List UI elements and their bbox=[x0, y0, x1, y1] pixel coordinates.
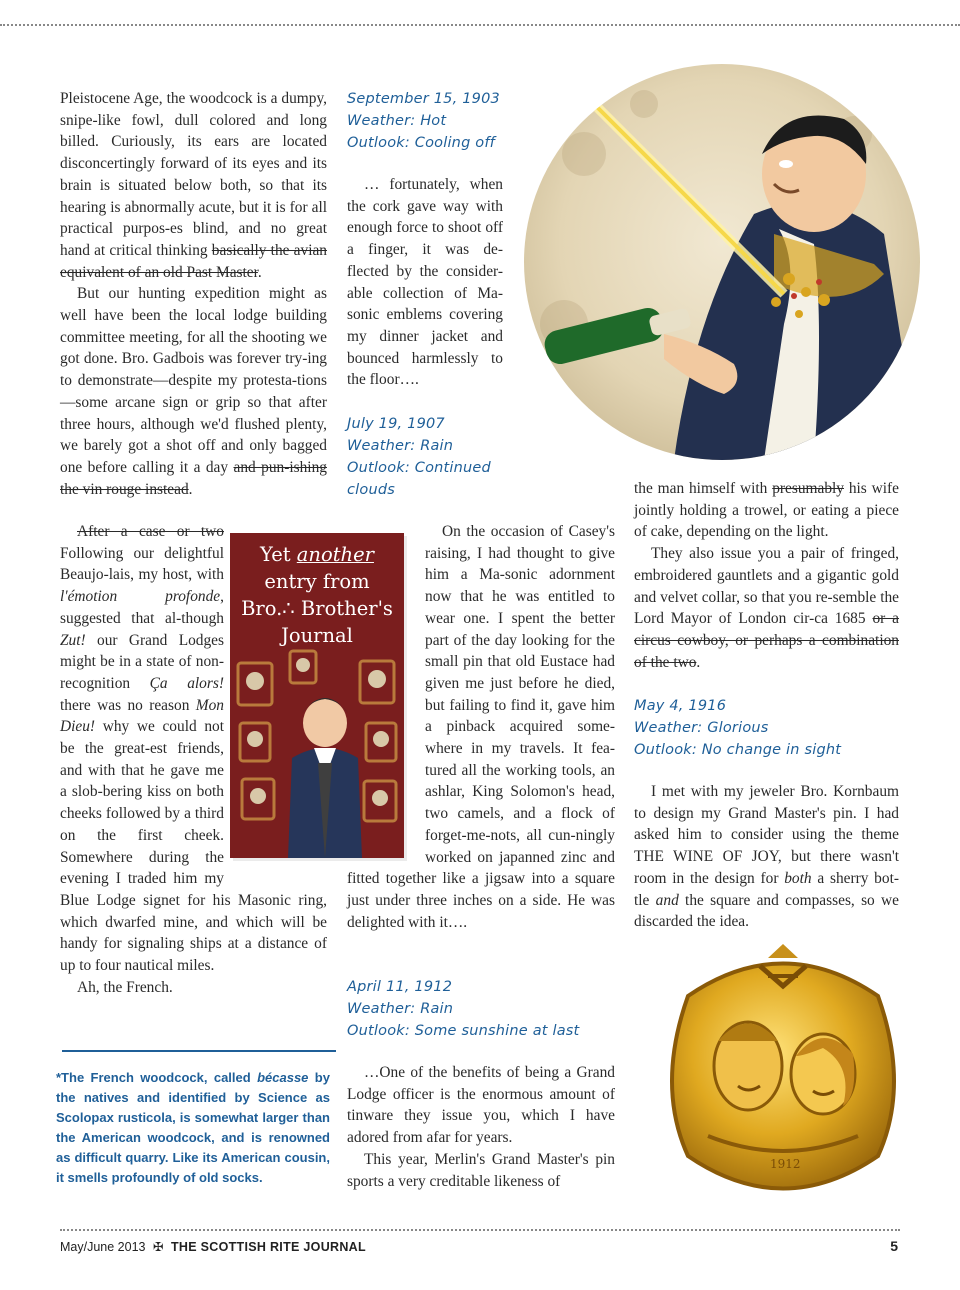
struck-text: presumably bbox=[772, 480, 844, 497]
entry-date: May 4, 1916 bbox=[634, 698, 727, 714]
publication-title: THE SCOTTISH RITE JOURNAL bbox=[170, 1240, 366, 1254]
entry-outlook: Outlook: Continued bbox=[347, 460, 491, 476]
entry-outlook: Outlook: Some sunshine at last bbox=[347, 1023, 580, 1039]
column-middle-bottom bbox=[347, 1062, 615, 1192]
paragraph: … fortunately, when the cork gave way with enough force to shoot off a finger, it was de-flected by the consider-able collection of Ma-sonic emblems covering my dinner jacket and bounced harmlessly to the floor…. bbox=[347, 176, 503, 389]
medal-year: 1912 bbox=[770, 1157, 801, 1171]
champagne-illustration bbox=[524, 64, 920, 460]
footer bbox=[60, 1239, 366, 1254]
column-right-lower bbox=[634, 781, 899, 933]
entry-outlook: clouds bbox=[347, 482, 396, 498]
entry-weather: Weather: Hot bbox=[347, 113, 447, 129]
paragraph: But our hunting expedition might as well have been the local lodge building committee meeting, for all the shooting we got done. Bro. Gadbois was forever try-ing to demonstrate—despite my protesta-tions—some arcane sign or grip so that after three hours, although we'd flushed plenty, we barely got a shot off and only bagged one before calling it a day and pun-ishing the vin rouge instead. bbox=[60, 285, 327, 498]
entry-outlook: Outlook: No change in sight bbox=[634, 742, 842, 758]
paragraph: Pleistocene Age, the woodcock is a dumpy, snipe-like fowl, dull colored and long billed. Curiously, its ears are located disconcertingly forward of its eyes and its brain is situated below both, so that its hearing is abnormally acute, but it is for all practical purpos-es blind, and no great hand at critical thinking basically the avian equivalent of an old Past Master. bbox=[60, 90, 327, 281]
struck-text: After a case or two bbox=[77, 523, 224, 540]
paragraph: the man himself with presumably his wife jointly holding a trowel, or eating a piece of cake, depending on the light. bbox=[634, 480, 899, 541]
footnote-rule bbox=[62, 1050, 336, 1052]
champagne-illustration-drawing bbox=[524, 64, 920, 460]
column-middle-upper bbox=[347, 174, 503, 391]
medal-drawing bbox=[648, 936, 918, 1212]
paragraph: After a case or two Following our delightful Beaujo-lais, my host, with l'émotion profonde, suggested that al-though Zut! our Grand Lodges might be in a state of non-recognition Ça alors! there was no reason Mon Dieu! why we could not be the great-est friends, and with that he gave me a slob-bering kiss on both cheeks followed by a third on the first cheek. Somewhere during the evening I traded him my Blue Lodge signet for his Masonic ring, which dwarfed mine, and which will be handy for signaling ships at a distance of up to four nautical miles. bbox=[60, 523, 327, 975]
paragraph: This year, Merlin's Grand Master's pin sports a very creditable likeness of bbox=[347, 1150, 615, 1190]
paragraph: …One of the benefits of being a Grand Lodge officer is the enormous amount of tinware they issue you, which I have adored from afar for years. bbox=[347, 1064, 615, 1147]
entry-weather: Weather: Glorious bbox=[634, 720, 769, 736]
paragraph: I met with my jeweler Bro. Kornbaum to design my Grand Master's pin. I had asked him to consider using the theme THE WINE OF JOY, but there wasn't room in the design for both a sherry bot-tle and the square and compasses, so we discarded the idea. bbox=[634, 783, 899, 931]
book-cover-title: Yet another entry from Bro.∴ Brother's Journal bbox=[241, 543, 393, 647]
bottom-dotted-rule bbox=[60, 1229, 900, 1231]
footnote: *The French woodcock, called bécasse by the natives and identified by Science as Scolopax rusticola, is somewhat larger than the American woodcock, and is renowned as difficult quarry. Like its American cousin, it smells profoundly of old socks. bbox=[56, 1070, 330, 1185]
column-middle-lower bbox=[347, 521, 615, 933]
journal-entry-1907 bbox=[347, 413, 491, 501]
struck-text: and pun-ishing the vin rouge instead bbox=[60, 458, 327, 498]
journal-entry-1912 bbox=[347, 976, 579, 1042]
paragraph: Ah, the French. bbox=[77, 978, 173, 996]
entry-weather: Weather: Rain bbox=[347, 438, 454, 454]
struck-text: basically the avian equivalent of an old Past Master bbox=[60, 241, 327, 281]
entry-date: April 11, 1912 bbox=[347, 979, 453, 995]
struck-text: or a circus cowboy, or perhaps a combination of the two bbox=[634, 610, 900, 671]
entry-date: September 15, 1903 bbox=[347, 91, 500, 107]
column-left-upper bbox=[60, 88, 327, 500]
entry-weather: Weather: Rain bbox=[347, 1001, 454, 1017]
paragraph: On the occasion of Casey's raising, I had thought to give him a Ma-sonic adornment now that he was entitled to wear one. I spent the better part of the day looking for the small pin that old Eustace had given me just before he died, but failing to find it, gave him a pinback acquired some-where in my travels. It fea-tured all the working tools, an ashlar, King Solomon's head, two camels, and a flock of forget-me-nots, all cun-ningly worked on japanned zinc and fitted together like a jigsaw into a square just under three inches on a side. He was delighted with it…. bbox=[347, 523, 615, 931]
journal-entry-1916 bbox=[634, 695, 841, 761]
entry-date: July 19, 1907 bbox=[347, 416, 445, 432]
cover-float-spacer bbox=[347, 521, 425, 867]
entry-outlook: Outlook: Cooling off bbox=[347, 135, 495, 151]
issue-date: May/June 2013 bbox=[60, 1240, 146, 1254]
column-right-upper bbox=[634, 478, 899, 673]
page-number: 5 bbox=[890, 1238, 898, 1254]
paragraph: They also issue you a pair of fringed, embroidered gauntlets and a gigantic gold and velvet collar, so that you re-semble the Lord Mayor of London cir-ca 1685 or a circus cowboy, or perhaps a combination of the two. bbox=[634, 545, 900, 671]
journal-entry-1903 bbox=[347, 88, 500, 154]
top-dotted-rule bbox=[0, 24, 960, 26]
cross-icon: ✠ bbox=[152, 1240, 164, 1254]
grand-master-pin-image bbox=[648, 936, 918, 1212]
